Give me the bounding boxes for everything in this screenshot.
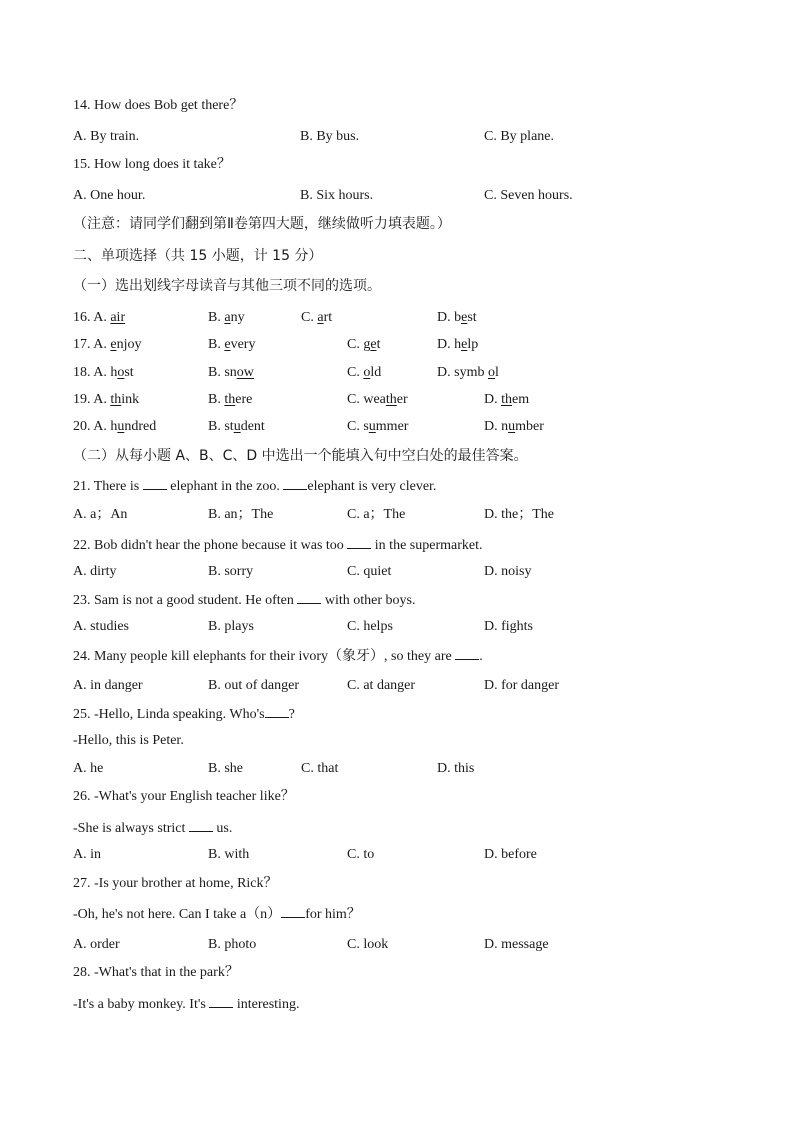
q21-option-a[interactable]: A. a；An — [73, 507, 128, 522]
q15-option-c[interactable]: C. Seven hours. — [484, 188, 573, 203]
q20-option-b[interactable]: B. student — [208, 419, 265, 434]
q26-option-d[interactable]: D. before — [484, 847, 537, 862]
answer-blank[interactable] — [281, 905, 305, 918]
q20-option-a[interactable]: 20. A. hundred — [73, 419, 157, 434]
answer-blank[interactable] — [209, 995, 233, 1008]
q26-reply: -She is always strict us. — [73, 821, 233, 836]
answer-blank[interactable] — [297, 591, 321, 604]
q21-option-c[interactable]: C. a；The — [347, 507, 406, 522]
answer-blank[interactable] — [347, 536, 371, 549]
q14-option-c[interactable]: C. By plane. — [484, 129, 554, 144]
q22-stem: 22. Bob didn't hear the phone because it was too in the supermarket. — [73, 538, 483, 553]
q14-stem: 14. How does Bob get there？ — [73, 98, 244, 113]
q22-option-c[interactable]: C. quiet — [347, 564, 392, 579]
section2-part1-title: （一）选出划线字母读音与其他三项不同的选项。 — [73, 278, 381, 294]
q23-option-b[interactable]: B. plays — [208, 619, 254, 634]
q18-option-d[interactable]: D. symb ol — [437, 365, 499, 380]
answer-blank[interactable] — [265, 705, 289, 718]
q24-option-c[interactable]: C. at danger — [347, 678, 416, 693]
q25-reply: -Hello, this is Peter. — [73, 733, 184, 748]
q24-option-b[interactable]: B. out of danger — [208, 678, 299, 693]
q25-option-b[interactable]: B. she — [208, 761, 243, 776]
q26-stem: 26. -What's your English teacher like？ — [73, 789, 295, 804]
q15-option-a[interactable]: A. One hour. — [73, 188, 146, 203]
q24-option-a[interactable]: A. in danger — [73, 678, 143, 693]
q22-option-a[interactable]: A. dirty — [73, 564, 117, 579]
q18-option-a[interactable]: 18. A. host — [73, 365, 134, 380]
q28-reply: -It's a baby monkey. It's interesting. — [73, 997, 300, 1012]
q18-option-c[interactable]: C. old — [347, 365, 382, 380]
q22-option-d[interactable]: D. noisy — [484, 564, 532, 579]
q16-option-c[interactable]: C. art — [301, 310, 333, 325]
q27-stem: 27. -Is your brother at home, Rick？ — [73, 876, 278, 891]
q27-option-b[interactable]: B. photo — [208, 937, 257, 952]
q26-option-c[interactable]: C. to — [347, 847, 375, 862]
section2-title: 二、单项选择（共 15 小题，计 15 分） — [73, 248, 323, 264]
q19-option-b[interactable]: B. there — [208, 392, 253, 407]
q24-stem: 24. Many people kill elephants for their ivory（象牙）, so they are . — [73, 649, 483, 664]
q23-stem: 23. Sam is not a good student. He often with other boys. — [73, 593, 416, 608]
q21-option-b[interactable]: B. an；The — [208, 507, 274, 522]
answer-blank[interactable] — [455, 647, 479, 660]
section2-part2-title: （二）从每小题 A、B、C、D 中选出一个能填入句中空白处的最佳答案。 — [73, 448, 528, 464]
q14-option-b[interactable]: B. By bus. — [300, 129, 360, 144]
q17-option-c[interactable]: C. get — [347, 337, 381, 352]
q20-option-c[interactable]: C. summer — [347, 419, 409, 434]
q23-option-d[interactable]: D. fights — [484, 619, 533, 634]
q15-option-b[interactable]: B. Six hours. — [300, 188, 374, 203]
q14-option-a[interactable]: A. By train. — [73, 129, 140, 144]
q17-option-a[interactable]: 17. A. enjoy — [73, 337, 142, 352]
q21-option-d[interactable]: D. the；The — [484, 507, 554, 522]
q16-option-d[interactable]: D. best — [437, 310, 477, 325]
q19-option-d[interactable]: D. them — [484, 392, 530, 407]
q23-option-c[interactable]: C. helps — [347, 619, 393, 634]
q25-option-a[interactable]: A. he — [73, 761, 104, 776]
listening-note: （注意：请同学们翻到第Ⅱ卷第四大题，继续做听力填表题。） — [73, 216, 451, 232]
q17-option-b[interactable]: B. every — [208, 337, 256, 352]
q26-option-a[interactable]: A. in — [73, 847, 101, 862]
q23-option-a[interactable]: A. studies — [73, 619, 129, 634]
q25-option-d[interactable]: D. this — [437, 761, 475, 776]
q19-option-a[interactable]: 19. A. think — [73, 392, 140, 407]
q27-option-d[interactable]: D. message — [484, 937, 549, 952]
q26-option-b[interactable]: B. with — [208, 847, 250, 862]
q22-option-b[interactable]: B. sorry — [208, 564, 254, 579]
q18-option-b[interactable]: B. snow — [208, 365, 254, 380]
q16-option-a[interactable] — [73, 309, 125, 327]
q16-number: 16. A. — [73, 310, 111, 325]
q20-option-d[interactable]: D. number — [484, 419, 544, 434]
underlined-letters: air — [110, 310, 126, 325]
q28-stem: 28. -What's that in the park？ — [73, 965, 239, 980]
answer-blank[interactable] — [189, 819, 213, 832]
q25-option-c[interactable]: C. that — [301, 761, 339, 776]
q27-option-c[interactable]: C. look — [347, 937, 389, 952]
q25-stem: 25. -Hello, Linda speaking. Who's ? — [73, 707, 295, 722]
q27-option-a[interactable]: A. order — [73, 937, 120, 952]
q27-reply: -Oh, he's not here. Can I take a（n） for him？ — [73, 907, 361, 922]
q24-option-d[interactable]: D. for danger — [484, 678, 560, 693]
q17-option-d[interactable]: D. help — [437, 337, 479, 352]
answer-blank[interactable] — [143, 477, 167, 490]
q15-stem: 15. How long does it take？ — [73, 157, 231, 172]
q16-option-b[interactable]: B. any — [208, 310, 245, 325]
answer-blank[interactable] — [283, 477, 307, 490]
q21-stem: 21. There is elephant in the zoo. elephant is very clever. — [73, 479, 437, 494]
q19-option-c[interactable]: C. weather — [347, 392, 408, 407]
